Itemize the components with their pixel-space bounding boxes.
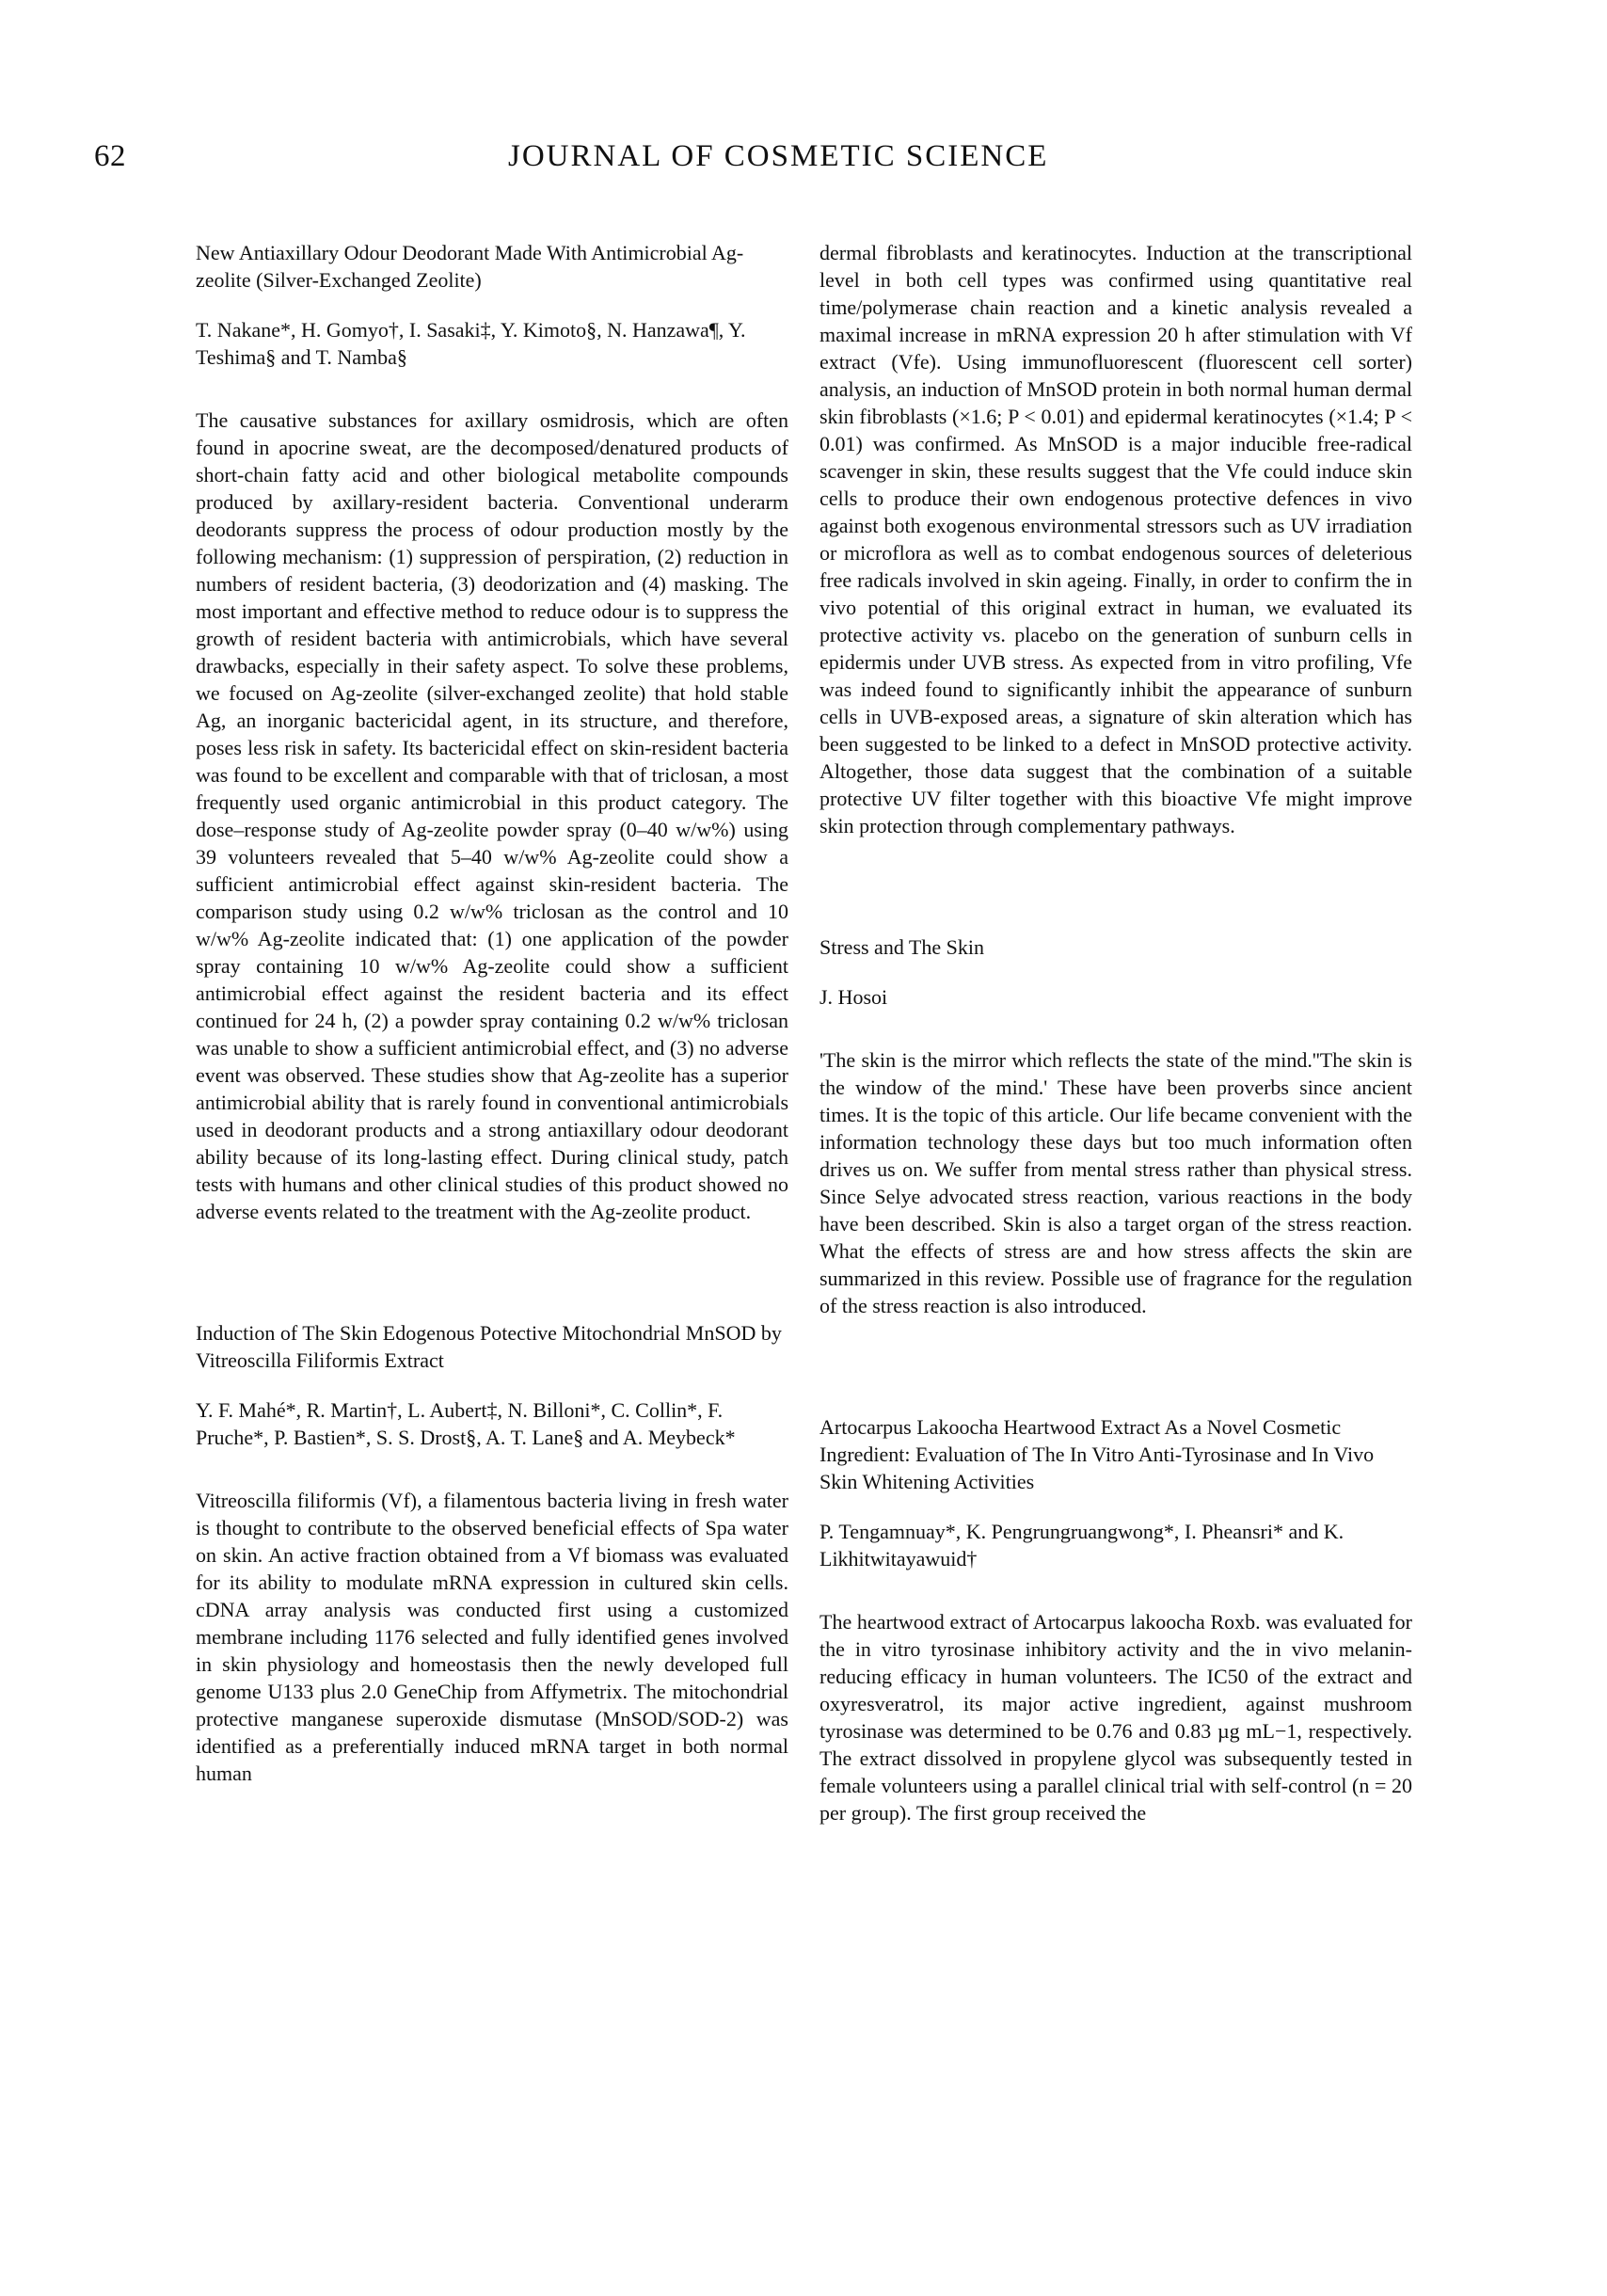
article-abstract: Vitreoscilla filiformis (Vf), a filamentous bacteria living in fresh water is thought to contribute to the observed beneficial effects of Spa water on skin. An active fraction obtained from a Vf biomass was evaluated for its ability to modulate mRNA expression in cultured skin cells. cDNA array analysis was conducted first using a customized membrane including 1176 selected and fully identified genes involved in skin physiology and homeostasis then the newly developed full genome U133 plus 2.0 GeneChip from Affymetrix. The mitochondrial protective manganese superoxide dismutase (MnSOD/SOD-2) was identified as a preferentially induced mRNA target in both normal human (196, 1489, 788, 1785)
article-mahe (196, 1319, 788, 1787)
article-tengamnuay (819, 1413, 1412, 1826)
article-authors: P. Tengamnuay*, K. Pengrungruangwong*, I. Pheansri* and K. Likhitwitayawuid† (819, 1520, 1344, 1571)
article-hosoi (819, 933, 1412, 1319)
article-authors: J. Hosoi (819, 985, 888, 1009)
article-abstract: The heartwood extract of Artocarpus lakoocha Roxb. was evaluated for the in vitro tyrosinase inhibitory activity and the in vivo melanin-reducing efficacy in human volunteers. The IC50 of the extract and oxyresveratrol, its major active ingredient, against mushroom tyrosinase was determined to be 0.76 and 0.83 µg mL−1, respectively. The extract dissolved in propylene glycol was subsequently tested in female volunteers using a parallel clinical trial with self-control (n = 20 per group). The first group received the (819, 1610, 1412, 1825)
article-nakane (196, 239, 788, 1225)
spacer (819, 839, 1412, 933)
right-column (819, 239, 1412, 1826)
article-title: Artocarpus Lakoocha Heartwood Extract As a Novel Cosmetic Ingredient: Evaluation of The In Vitro Anti-Tyrosinase and In Vivo Skin Whitening Activities (819, 1415, 1375, 1493)
article-authors: Y. F. Mahé*, R. Martin†, L. Aubert‡, N. Billoni*, C. Collin*, F. Pruche*, P. Bastien*, S. S. Drost§, A. T. Lane§ and A. Meybeck* (196, 1398, 736, 1449)
article-title: New Antiaxillary Odour Deodorant Made With Antimicrobial Ag-zeolite (Silver-Exchanged Zeolite) (196, 241, 744, 292)
article-abstract: The causative substances for axillary osmidrosis, which are often found in apocrine sweat, are the decomposed/denatured products of short-chain fatty acid and other biological metabolite compounds produced by axillary-resident bacteria. Conventional underarm deodorants suppress the process of odour production mostly by the following mechanism: (1) suppression of perspiration, (2) reduction in numbers of resident bacteria, (3) deodorization and (4) masking. The most important and effective method to reduce odour is to suppress the growth of resident bacteria with antimicrobials, which have several drawbacks, especially in their safety aspect. To solve these problems, we focused on Ag-zeolite (silver-exchanged zeolite) that hold stable Ag, an inorganic bactericidal agent, in its structure, and therefore, poses less risk in safety. Its bactericidal effect on skin-resident bacteria was found to be excellent and comparable with that of triclosan, a most frequently used organic antimicrobial in this product category. The dose–response study of Ag-zeolite powder spray (0–40 w/w%) using 39 volunteers revealed that 5–40 w/w% Ag-zeolite could show a sufficient antimicrobial effect against skin-resident bacteria. The comparison study using 0.2 w/w% triclosan as the control and 10 w/w% Ag-zeolite indicated that: (1) one application of the powder spray containing 10 w/w% Ag-zeolite could show a sufficient antimicrobial effect against the resident bacteria and its effect continued for 24 h, (2) a powder spray containing 0.2 w/w% triclosan was unable to show a sufficient antimicrobial effect, and (3) no adverse event was observed. These studies show that Ag-zeolite has a superior antimicrobial ability that is rarely found in conventional antimicrobials used in deodorant products and a strong antiaxillary odour deodorant ability because of its long-lasting effect. During clinical study, patch tests with humans and other clinical studies of this product showed no adverse events related to the treatment with the Ag-zeolite product. (196, 408, 788, 1223)
spacer (196, 1225, 788, 1319)
left-column (196, 239, 788, 1787)
page-number: 62 (94, 139, 126, 173)
article-title: Induction of The Skin Edogenous Potective Mitochondrial MnSOD by Vitreoscilla Filiformis Extract (196, 1321, 782, 1372)
article-abstract: 'The skin is the mirror which reflects the state of the mind.''The skin is the window of the mind.' These have been proverbs since ancient times. It is the topic of this article. Our life became convenient with the information technology these days but too much information often drives us on. We suffer from mental stress rather than physical stress. Since Selye advocated stress reaction, various reactions in the body have been described. Skin is also a target organ of the stress reaction. What the effects of stress are and how stress affects the skin are summarized in this review. Possible use of fragrance for the regulation of the stress reaction is also introduced. (819, 1048, 1412, 1317)
article-authors: T. Nakane*, H. Gomyo†, I. Sasaki‡, Y. Kimoto§, N. Hanzawa¶, Y. Teshima§ and T. Namba§ (196, 318, 746, 369)
journal-title: JOURNAL OF COSMETIC SCIENCE (508, 139, 1049, 173)
article-title: Stress and The Skin (819, 935, 984, 959)
article-abstract-continuation: dermal fibroblasts and keratinocytes. Induction at the transcriptional level in both cell types was confirmed using quantitative real time/polymerase chain reaction and a kinetic analysis revealed a maximal increase in mRNA expression 20 h after stimulation with Vf extract (Vfe). Using immunofluorescent (fluorescent cell sorter) analysis, an induction of MnSOD protein in both normal human dermal skin fibroblasts (×1.6; P < 0.01) and epidermal keratinocytes (×1.4; P < 0.01) was confirmed. As MnSOD is a major inducible free-radical scavenger in skin, these results suggest that the Vfe could induce skin cells to produce their own endogenous protective defences in vivo against both exogenous environmental stressors such as UV irradiation or microflora as well as to combat endogenous sources of deleterious free radicals involved in skin ageing. Finally, in order to confirm the in vivo potential of this original extract in human, we evaluated its protective activity vs. placebo on the generation of sunburn cells in epidermis under UVB stress. As expected from in vitro profiling, Vfe was indeed found to significantly inhibit the appearance of sunburn cells in UVB-exposed areas, a signature of skin alteration which has been suggested to be linked to a defect in MnSOD protective activity. Altogether, those data suggest that the combination of a suitable protective UV filter together with this bioactive Vfe might improve skin protection through complementary pathways. (819, 241, 1412, 837)
spacer (819, 1319, 1412, 1413)
